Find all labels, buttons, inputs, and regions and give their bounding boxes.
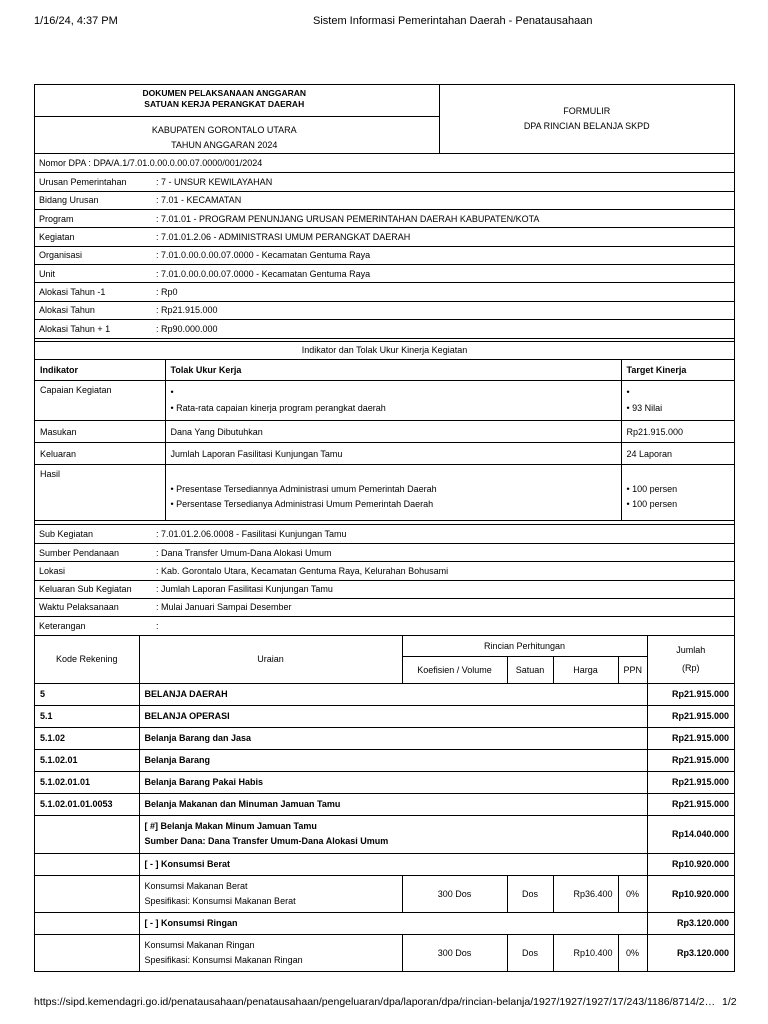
account-jumlah: Rp21.915.000 [647, 705, 734, 727]
group-jumlah: Rp14.040.000 [647, 815, 734, 853]
kinerja-head-target: Target Kinerja [621, 360, 734, 381]
item2-koef: 300 Dos [402, 934, 507, 971]
sub1-label: [ - ] Konsumsi Berat [139, 853, 647, 875]
account-kode: 5.1.02.01.01.0053 [35, 793, 139, 815]
dpa-document [34, 84, 735, 972]
info-table [35, 173, 734, 338]
subkegiatan-row-label: Waktu Pelaksanaan [39, 602, 119, 613]
info-row-label: Urusan Pemerintahan [39, 176, 127, 187]
item1-ppn: 0% [618, 875, 647, 912]
subkegiatan-row-value: : Mulai Januari Sampai Desember [156, 602, 292, 613]
keluaran-label: Keluaran [35, 443, 165, 465]
head-satuan: Satuan [507, 656, 553, 683]
capaian-bullet: • [170, 387, 174, 398]
info-row-label: Alokasi Tahun + 1 [39, 323, 111, 334]
account-row [35, 683, 734, 705]
item1-name: Konsumsi Makanan Berat [144, 880, 248, 891]
info-row-value: : 7 - UNSUR KEWILAYAHAN [156, 176, 273, 187]
info-row [35, 191, 734, 209]
item2-jumlah: Rp3.120.000 [647, 934, 734, 971]
doc-year: TAHUN ANGGARAN 2024 [171, 140, 278, 150]
item2-ppn: 0% [618, 934, 647, 971]
group-line1: [ #] Belanja Makan Minum Jamuan Tamu [144, 821, 317, 832]
subkegiatan-row-label: Sumber Pendanaan [39, 547, 120, 558]
doc-header [35, 85, 734, 154]
info-row-label: Alokasi Tahun [39, 305, 95, 316]
info-row-label: Kegiatan [39, 231, 75, 242]
masukan-tolak: Dana Yang Dibutuhkan [165, 421, 621, 443]
sub2-jumlah: Rp3.120.000 [647, 912, 734, 934]
print-title: Sistem Informasi Pemerintahan Daerah - Penatausahaan [313, 15, 593, 27]
subkegiatan-row [35, 617, 734, 635]
info-row-label: Unit [39, 268, 56, 279]
keluaran-tolak: Jumlah Laporan Fasilitasi Kunjungan Tamu [165, 443, 621, 465]
form-name: DPA RINCIAN BELANJA SKPD [523, 121, 650, 131]
info-row [35, 210, 734, 228]
capaian-tolak: • Rata-rata capaian kinerja program perangkat daerah [170, 403, 386, 414]
info-row-label: Organisasi [39, 250, 83, 261]
account-row [35, 749, 734, 771]
capaian-target-bullet: • [626, 387, 630, 398]
account-row [35, 771, 734, 793]
head-koef: Koefisien / Volume [402, 656, 507, 683]
group-line2: Sumber Dana: Dana Transfer Umum-Dana Alokasi Umum [144, 836, 389, 847]
account-jumlah: Rp21.915.000 [647, 727, 734, 749]
info-row [35, 283, 734, 301]
account-uraian: BELANJA DAERAH [139, 683, 647, 705]
subkegiatan-row [35, 562, 734, 580]
account-uraian: Belanja Barang dan Jasa [139, 727, 647, 749]
subkegiatan-row-value: : Jumlah Laporan Fasilitasi Kunjungan Tamu [156, 584, 333, 595]
account-row [35, 705, 734, 727]
info-row-value: : 7.01 - KECAMATAN [156, 195, 242, 206]
info-row-label: Bidang Urusan [39, 195, 99, 206]
subkegiatan-row [35, 525, 734, 543]
account-uraian: Belanja Barang Pakai Habis [139, 771, 647, 793]
account-jumlah: Rp21.915.000 [647, 683, 734, 705]
subkegiatan-row-label: Keluaran Sub Kegiatan [39, 584, 132, 595]
keluaran-target: 24 Laporan [621, 443, 734, 465]
info-row-value: : 7.01.01.2.06 - ADMINISTRASI UMUM PERANGKAT DAERAH [156, 231, 411, 242]
subkegiatan-row [35, 580, 734, 598]
hasil-tolak-1: • Presentase Tersediannya Administrasi umum Pemerintah Daerah [170, 484, 437, 495]
print-datetime: 1/16/24, 4:37 PM [34, 15, 118, 27]
doc-region: KABUPATEN GORONTALO UTARA [151, 125, 297, 135]
subkegiatan-row-value: : 7.01.01.2.06.0008 - Fasilitasi Kunjungan Tamu [156, 529, 347, 539]
subkegiatan-row-value: : Kab. Gorontalo Utara, Kecamatan Gentuma Raya, Kelurahan Bohusami [156, 565, 449, 576]
item1-jumlah: Rp10.920.000 [647, 875, 734, 912]
form-label: FORMULIR [563, 106, 611, 116]
account-row [35, 793, 734, 815]
account-uraian: Belanja Makanan dan Minuman Jamuan Tamu [139, 793, 647, 815]
head-rp: (Rp) [682, 663, 700, 674]
info-row-label: Program [39, 213, 74, 224]
subkegiatan-row [35, 598, 734, 616]
item2-spec: Spesifikasi: Konsumsi Makanan Ringan [144, 955, 303, 966]
head-uraian: Uraian [139, 635, 402, 683]
masukan-label: Masukan [35, 421, 165, 443]
masukan-target: Rp21.915.000 [621, 421, 734, 443]
print-url[interactable]: https://sipd.kemendagri.go.id/penatausahaan/penatausahaan/pengeluaran/dpa/laporan/dpa/rincian-belanja/1927/1927/1927/17/243/1186/8714/2… [34, 996, 716, 1008]
info-row-value: : 7.01.0.00.0.00.07.0000 - Kecamatan Gentuma Raya [156, 250, 371, 261]
info-row-value: : 7.01.01 - PROGRAM PENUNJANG URUSAN PEMERINTAHAN DAERAH KABUPATEN/KOTA [156, 213, 540, 224]
doc-title-line2: SATUAN KERJA PERANGKAT DAERAH [144, 99, 305, 109]
hasil-target-1: • 100 persen [626, 484, 678, 495]
info-row [35, 301, 734, 319]
subkegiatan-table [35, 525, 734, 635]
info-row-value: : 7.01.0.00.0.00.07.0000 - Kecamatan Gentuma Raya [156, 268, 371, 279]
sub1-jumlah: Rp10.920.000 [647, 853, 734, 875]
print-page-number: 1/2 [722, 996, 737, 1008]
sub2-label: [ - ] Konsumsi Ringan [139, 912, 647, 934]
nomor-dpa: Nomor DPA : DPA/A.1/7.01.0.00.0.00.07.0000/001/2024 [35, 154, 734, 173]
hasil-label: Hasil [35, 465, 165, 521]
head-kode: Kode Rekening [35, 635, 139, 683]
account-kode: 5.1.02.01.01 [35, 771, 139, 793]
hasil-target-2: • 100 persen [626, 499, 678, 510]
item2-satuan: Dos [507, 934, 553, 971]
kinerja-head-indikator: Indikator [35, 360, 165, 381]
info-row [35, 228, 734, 246]
account-uraian: BELANJA OPERASI [139, 705, 647, 727]
capaian-label: Capaian Kegiatan [35, 381, 165, 421]
account-uraian: Belanja Barang [139, 749, 647, 771]
kinerja-title: Indikator dan Tolak Ukur Kinerja Kegiatan [35, 342, 734, 360]
account-kode: 5.1 [35, 705, 139, 727]
info-row-value: : Rp21.915.000 [156, 305, 218, 316]
account-jumlah: Rp21.915.000 [647, 793, 734, 815]
info-row-value: : Rp0 [156, 286, 178, 297]
account-kode: 5 [35, 683, 139, 705]
account-kode: 5.1.02 [35, 727, 139, 749]
account-jumlah: Rp21.915.000 [647, 749, 734, 771]
head-jumlah: Jumlah [676, 645, 706, 656]
account-row [35, 727, 734, 749]
item1-koef: 300 Dos [402, 875, 507, 912]
item1-spec: Spesifikasi: Konsumsi Makanan Berat [144, 895, 296, 906]
info-row-label: Alokasi Tahun -1 [39, 286, 106, 297]
item1-harga: Rp36.400 [553, 875, 618, 912]
account-kode: 5.1.02.01 [35, 749, 139, 771]
subkegiatan-row [35, 543, 734, 561]
account-jumlah: Rp21.915.000 [647, 771, 734, 793]
item2-name: Konsumsi Makanan Ringan [144, 940, 255, 951]
hasil-tolak-2: • Persentase Tersedianya Administrasi Umum Pemerintah Daerah [170, 499, 434, 510]
kinerja-table [35, 342, 734, 522]
info-row [35, 319, 734, 337]
item1-satuan: Dos [507, 875, 553, 912]
subkegiatan-row-label: Lokasi [39, 565, 66, 576]
head-harga: Harga [553, 656, 618, 683]
info-row [35, 264, 734, 282]
subkegiatan-row-label: Sub Kegiatan [39, 529, 94, 539]
head-ppn: PPN [618, 656, 647, 683]
info-row [35, 246, 734, 264]
kinerja-head-tolak: Tolak Ukur Kerja [165, 360, 621, 381]
info-row [35, 173, 734, 191]
rincian-table [35, 635, 734, 972]
subkegiatan-row-value: : Dana Transfer Umum-Dana Alokasi Umum [156, 547, 332, 558]
doc-title-line1: DOKUMEN PELAKSANAAN ANGGARAN [142, 88, 307, 98]
capaian-target: • 93 Nilai [626, 403, 663, 414]
subkegiatan-row-label: Keterangan [39, 620, 86, 631]
subkegiatan-row-value: : [156, 620, 159, 631]
item2-harga: Rp10.400 [553, 934, 618, 971]
info-row-value: : Rp90.000.000 [156, 323, 218, 334]
head-rincian: Rincian Perhitungan [402, 635, 647, 656]
